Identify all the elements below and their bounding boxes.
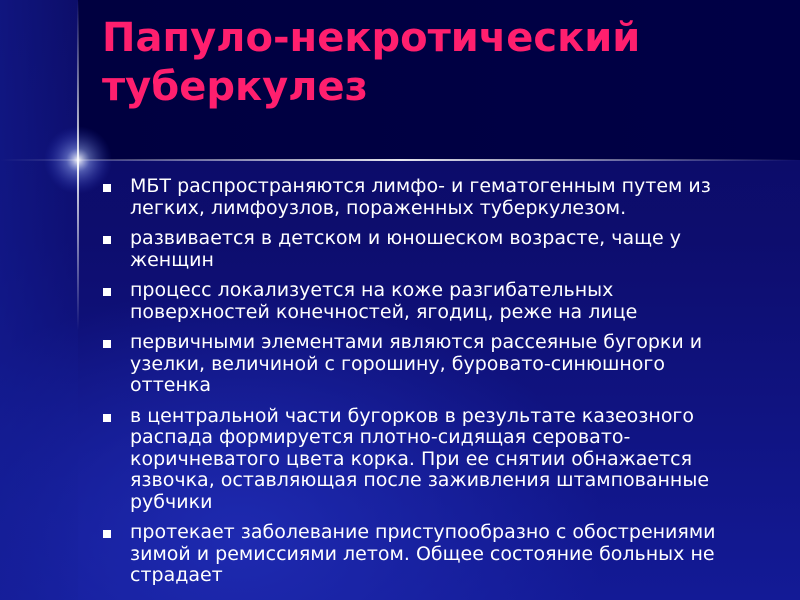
bullet-item: [100, 332, 740, 397]
square-bullet-icon: [103, 184, 111, 192]
bullet-text: протекает заболевание приступообразно с обострениями зимой и ремиссиями летом. Общее состояние больных не страдает: [130, 521, 716, 586]
square-bullet-icon: [103, 236, 111, 244]
bullet-text: в центральной части бугорков в результате казеозного распада формируется плотно-сидящая серовато-коричневатого цвета корка. При ее снятии обнажается язвочка, оставляющая после заживления штампованные рубчики: [130, 404, 710, 513]
square-bullet-icon: [103, 414, 111, 422]
left-decorative-strip: [0, 0, 78, 600]
square-bullet-icon: [103, 288, 111, 296]
bullet-item: [100, 176, 740, 219]
bullet-text: процесс локализуется на коже разгибательных поверхностей конечностей, ягодиц, реже на лице: [130, 279, 638, 323]
bullet-item: [100, 522, 740, 587]
bullet-item: [100, 280, 740, 323]
bullet-item: [100, 406, 740, 514]
bullet-list: [100, 176, 740, 596]
bullet-text: первичными элементами являются рассеяные бугорки и узелки, величиной с горошину, буровато-синюшного оттенка: [130, 331, 703, 396]
square-bullet-icon: [103, 340, 111, 348]
bullet-item: [100, 228, 740, 271]
bullet-text: развивается в детском и юношеском возрасте, чаще у женщин: [130, 227, 681, 271]
square-bullet-icon: [103, 530, 111, 538]
slide-title: Папуло-некротический туберкулез: [102, 15, 641, 110]
bullet-text: МБТ распространяются лимфо- и гематогенным путем из легких, лимфоузлов, пораженных туберкулезом.: [130, 175, 711, 219]
